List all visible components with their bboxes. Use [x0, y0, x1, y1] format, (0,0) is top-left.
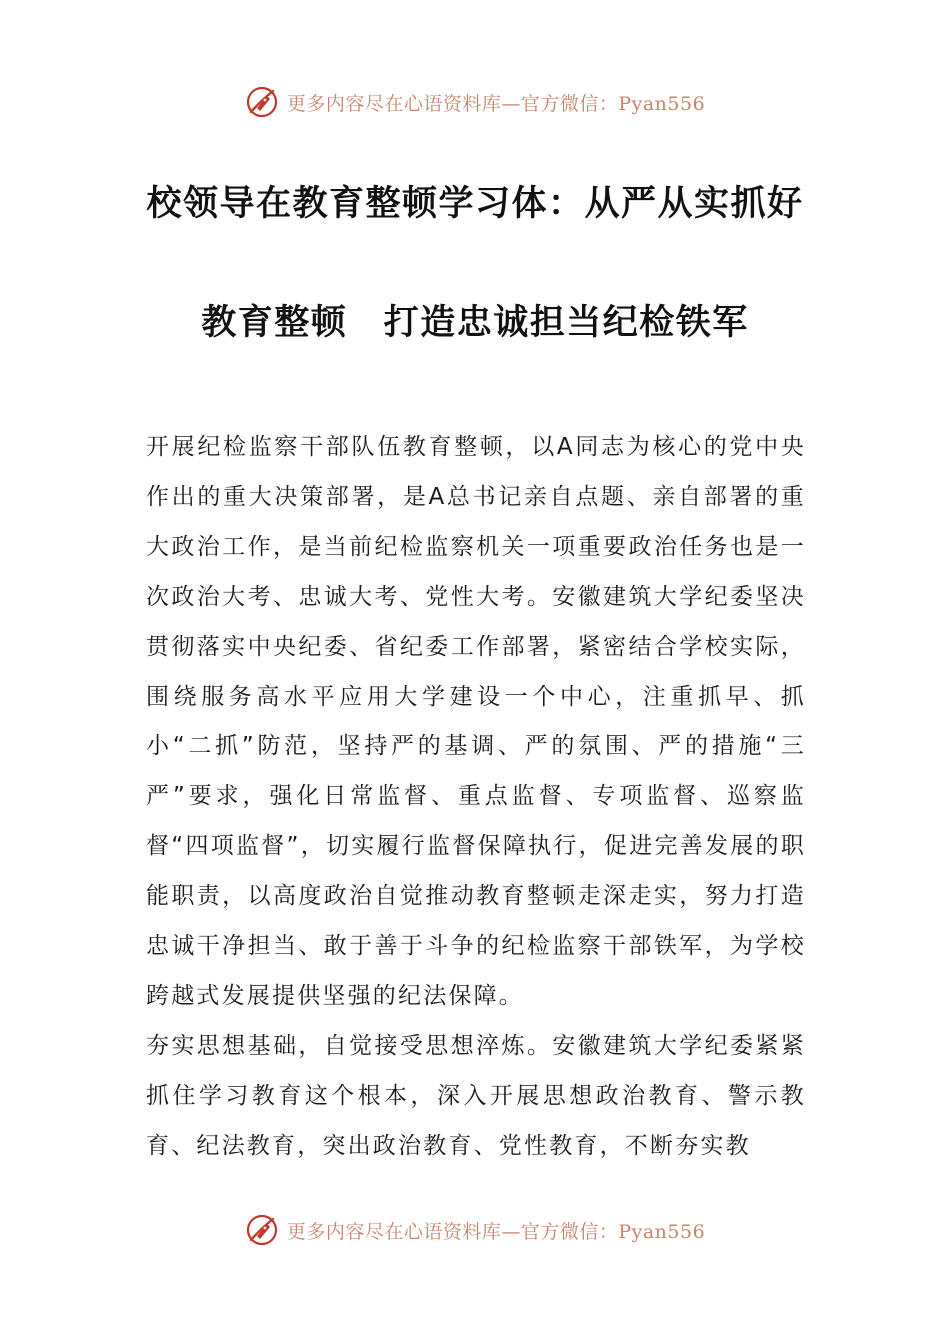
header-banner-text: 更多内容尽在心语资料库—官方微信：Pyan556: [286, 92, 706, 115]
footer-banner-text: 更多内容尽在心语资料库—官方微信：Pyan556: [286, 1220, 706, 1243]
paragraph-2: 夯实思想基础，自觉接受思想淬炼。安徽建筑大学纪委紧紧抓住学习教育这个根本，深入开展思想政治教育、警示教育、纪法教育，突出政治教育、党性教育，不断夯实教: [146, 1032, 806, 1159]
footer-banner: [0, 1210, 950, 1250]
paragraph-1: 开展纪检监察干部队伍教育整顿，以A同志为核心的党中央作出的重大决策部署，是A总书记亲自点题、亲自部署的重大政治工作，是当前纪检监察机关一项重要政治任务也是一次政治大考、忠诚大考、党性大考。安徽建筑大学纪委坚决贯彻落实中央纪委、省纪委工作部署，紧密结合学校实际，围绕服务高水平应用大学建设一个中心，注重抓早、抓小“二抓”防范，坚持严的基调、严的氛围、严的措施“三严”要求，强化日常监督、重点监督、专项监督、巡察监督“四项监督”，切实履行监督保障执行，促进完善发展的职能职责，以高度政治自觉推动教育整顿走深走实，努力打造忠诚干净担当、敢于善于斗争的纪检监察干部铁军，为学校跨越式发展提供坚强的纪法保障。: [146, 434, 806, 1009]
page-title-line-2: 教育整顿 打造忠诚担当纪检铁军: [201, 303, 749, 343]
fountain-pen-logo-icon: [245, 1213, 279, 1247]
fountain-pen-logo-icon: [245, 85, 279, 119]
page-title-line-1: 校领导在教育整顿学习体：从严从实抓好: [146, 184, 804, 224]
article-body: [146, 423, 806, 1172]
header-banner: [0, 82, 950, 122]
